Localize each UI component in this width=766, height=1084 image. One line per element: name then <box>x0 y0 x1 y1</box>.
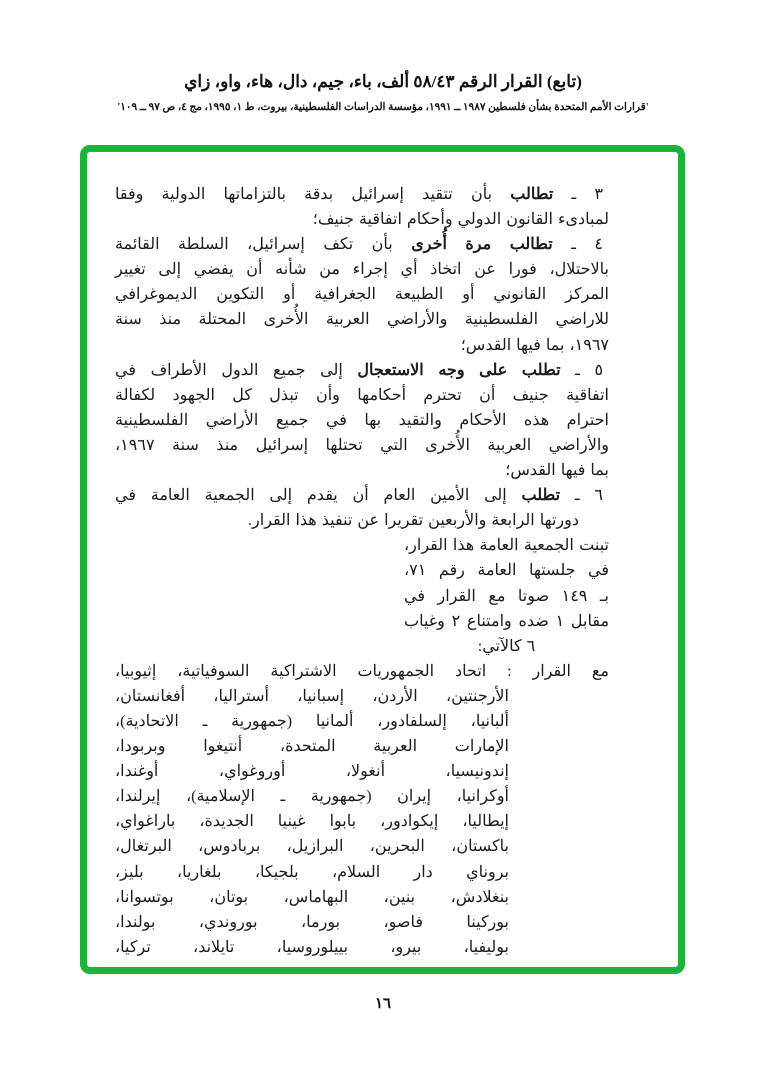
text-line <box>404 584 609 609</box>
resolution-title: (تابع) القرار الرقم ٥٨/٤٣ ألف، باء، جيم، دال، هاء، واو، زاي <box>184 72 582 91</box>
text-segment: إندونيسيا، أنغولا، أوروغواي، أوغندا، <box>115 763 509 781</box>
text-line <box>115 358 609 383</box>
text-line <box>115 433 609 458</box>
text-segment: إلى جميع الدول الأطراف في <box>115 361 358 379</box>
bold-text-segment: تطالب مرة أُخرى <box>411 236 553 254</box>
text-segment: بوليفيا، بيرو، بييلوروسيا، تايلاند، تركيا، <box>115 938 509 956</box>
text-segment: ٣ ـ <box>553 186 604 203</box>
text-segment: بروناي دار السلام، بلجيكا، بلغاريا، بليز، <box>115 863 509 881</box>
page-footer <box>0 994 766 1013</box>
text-line <box>115 759 609 784</box>
text-line <box>115 383 609 408</box>
text-line <box>404 558 609 583</box>
text-line <box>115 935 609 960</box>
text-segment: ٤ ـ <box>552 236 604 254</box>
text-segment: دورتها الرابعة والأربعين تقريرا عن تنفيذ هذا القرار. <box>248 512 579 530</box>
document-body <box>115 182 609 960</box>
text-line <box>115 257 609 282</box>
text-segment: في جلستها العامة رقم ٧١، <box>404 562 609 580</box>
text-line <box>115 307 609 332</box>
text-segment: بما فيها القدس؛ <box>505 462 609 480</box>
text-segment: ١٩٦٧، بما فيها القدس؛ <box>460 336 609 354</box>
text-segment: ٦ ـ <box>560 487 604 505</box>
text-segment: الإمارات العربية المتحدة، أنتيغوا وبربودا، <box>115 738 509 756</box>
bold-text-segment: تطلب <box>521 487 561 505</box>
text-segment: بأن تتقيد إسرائيل بدقة بالتزاماتها الدولية وفقا <box>115 186 511 203</box>
text-line <box>115 860 609 885</box>
page-number: ١٦ <box>374 996 392 1012</box>
text-segment: المركز القانوني أو الطبيعة الجغرافية أو التكوين الديموغرافي <box>115 286 609 304</box>
text-line <box>115 508 609 533</box>
text-line <box>115 207 609 232</box>
text-segment: بأن تكف إسرائيل، السلطة القائمة <box>115 236 412 254</box>
text-line <box>115 333 609 358</box>
bold-text-segment: تطلب على وجه الاستعجال <box>357 361 561 379</box>
text-segment: لمبادىء القانون الدولي وأحكام اتفاقية جنيف؛ <box>312 211 609 229</box>
text-segment: بالاحتلال، فورا عن اتخاذ أي إجراء من شأنه أن يفضي إلى تغيير <box>115 261 609 279</box>
source-citation: 'قرارات الأمم المتحدة بشأن فلسطين ١٩٨٧ ــ ١٩٩١، مؤسسة الدراسات الفلسطينية، بيروت، ط ١، ١٩٩٥، مج ٤، ص ٩٧ ــ ١٠٩' <box>117 102 649 113</box>
text-line <box>115 483 609 508</box>
document-header <box>0 72 766 113</box>
bold-text-segment: تطالب <box>510 186 554 203</box>
text-segment: إلى الأمين العام أن يقدم إلى الجمعية العامة في <box>115 487 522 505</box>
text-line <box>115 709 609 734</box>
text-line <box>115 182 609 207</box>
text-segment: ألبانيا، إلسلفادور، ألمانيا (جمهورية ـ الاتحادية)، <box>115 712 509 730</box>
text-segment: احترام هذه الأحكام والتقيد بها في جميع الأراضي الفلسطينية <box>115 411 609 429</box>
text-line <box>115 684 609 709</box>
text-line <box>115 910 609 935</box>
text-line <box>115 282 609 307</box>
text-segment: ٦ كالآتي: <box>477 637 536 655</box>
text-segment: إيطاليا، إيكوادور، بابوا غينيا الجديدة، باراغواي، <box>115 813 509 831</box>
text-segment: أوكرانيا، إيران (جمهورية ـ الإسلامية)، إيرلندا، <box>115 788 509 806</box>
text-line <box>115 458 609 483</box>
text-line <box>404 634 609 659</box>
text-segment: الأرجنتين، الأردن، إسبانيا، أستراليا، أفغانستان، <box>115 687 509 705</box>
text-line <box>115 659 609 684</box>
text-line <box>115 834 609 859</box>
text-segment: باكستان، البحرين، البرازيل، بربادوس، البرتغال، <box>115 838 509 856</box>
text-line <box>115 809 609 834</box>
text-segment: للاراضي الفلسطينية والأراضي العربية الأُخرى المحتلة منذ سنة <box>115 311 609 329</box>
text-line <box>404 533 609 558</box>
text-segment: بنغلادش، بنين، البهاماس، بوتان، بوتسوانا، <box>115 888 509 906</box>
text-segment: بـ ١٤٩ صوتا مع القرار في <box>404 587 609 605</box>
text-segment: تبنت الجمعية العامة هذا القرار، <box>404 537 609 555</box>
text-line <box>115 734 609 759</box>
text-segment: بوركينا فاصو، بورما، بوروندي، بولندا، <box>115 913 509 931</box>
text-segment: مقابل ١ ضده وامتناع ٢ وغياب <box>404 612 610 630</box>
text-line <box>115 885 609 910</box>
text-line <box>115 408 609 433</box>
text-line <box>404 609 609 634</box>
text-segment: ٥ ـ <box>560 361 604 379</box>
text-line <box>115 232 609 257</box>
text-segment: اتفاقية جنيف أن تحترم أحكامها وأن تبذل كل الجهود لكفالة <box>115 386 609 404</box>
text-segment: والأراضي العربية الأُخرى التي تحتلها إسرائيل منذ سنة ١٩٦٧، <box>115 436 609 454</box>
text-line <box>115 784 609 809</box>
text-segment: مع القرار : اتحاد الجمهوريات الاشتراكية السوفياتية، إثيوبيا، <box>115 662 609 680</box>
